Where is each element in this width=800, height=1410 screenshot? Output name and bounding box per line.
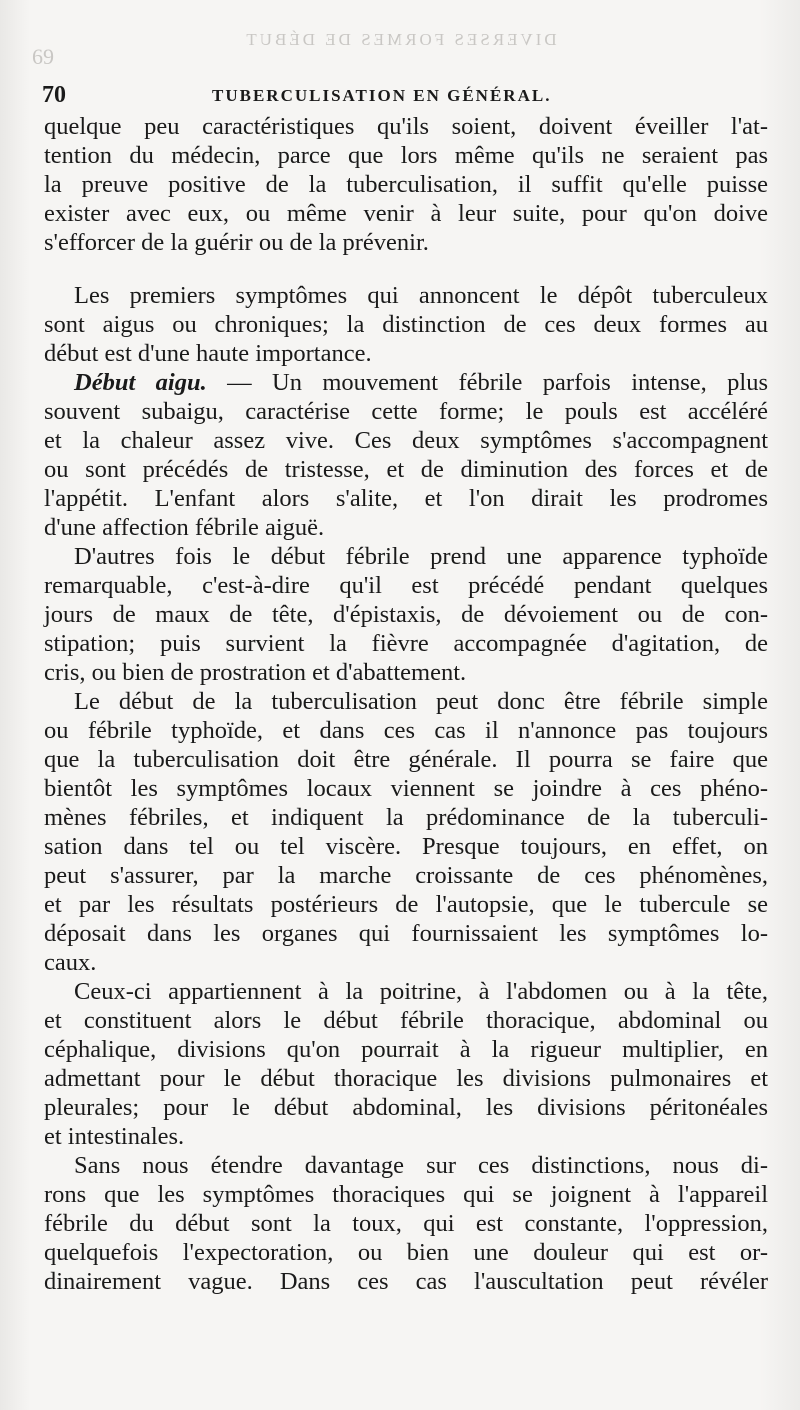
text-line: caux. (44, 949, 97, 976)
text-line: quelquefois l'expectoration, ou bien une douleur qui est or- (44, 1239, 768, 1266)
text-line: fébrile du début sont la toux, qui est constante, l'oppression, (44, 1210, 768, 1237)
text-line: la preuve positive de la tuberculisation, il suffit qu'elle puisse (44, 171, 768, 198)
paragraph-continued (44, 310, 768, 368)
page-number: 70 (42, 82, 66, 108)
text-line: cris, ou bien de prostration et d'abattement. (44, 659, 467, 686)
body-text (44, 112, 768, 1296)
paragraph (44, 542, 768, 571)
text-line: mènes fébriles, et indiquent la prédominance de la tuberculi- (44, 804, 768, 831)
section-lead: Début aigu. (74, 369, 207, 396)
paragraph (44, 687, 768, 716)
text-line: et intestinales. (44, 1123, 185, 1150)
text-line: sation dans tel ou tel viscère. Presque toujours, en effet, on (44, 833, 768, 860)
text-line: pleurales; pour le début abdominal, les divisions péritonéales (44, 1094, 768, 1121)
text-line: Ceux-ci appartiennent à la poitrine, à l'abdomen ou à la tête, (74, 978, 768, 1005)
text-line: Sans nous étendre davantage sur ces distinctions, nous di- (74, 1152, 768, 1179)
text-line: rons que les symptômes thoraciques qui se joignent à l'appareil (44, 1181, 768, 1208)
text-line: jours de maux de tête, d'épistaxis, de dévoiement ou de con- (44, 601, 768, 628)
text-line: exister avec eux, ou même venir à leur suite, pour qu'on doive (44, 200, 768, 227)
text-line: céphalique, divisions qu'on pourrait à la rigueur multiplier, en (44, 1036, 768, 1063)
text-line: bientôt les symptômes locaux viennent se joindre à ces phéno- (44, 775, 768, 802)
text-line: peut s'assurer, par la marche croissante de ces phénomènes, (44, 862, 768, 889)
text-line: s'efforcer de la guérir ou de la prévenir. (44, 229, 429, 256)
text-line: et la chaleur assez vive. Ces deux symptômes s'accompagnent (44, 427, 768, 454)
paragraph-continued (44, 716, 768, 977)
text-line: que la tuberculisation doit être générale. Il pourra se faire que (44, 746, 768, 773)
text-line: déposait dans les organes qui fournissaient les symptômes lo- (44, 920, 768, 947)
text-line: souvent subaigu, caractérise cette forme; le pouls est accéléré (44, 398, 768, 425)
paragraph (44, 1151, 768, 1180)
text-line: et par les résultats postérieurs de l'autopsie, que le tubercule se (44, 891, 768, 918)
text-line: ou sont précédés de tristesse, et de diminution des forces et de (44, 456, 768, 483)
paragraph (44, 112, 768, 257)
text-line: Les premiers symptômes qui annoncent le dépôt tuberculeux (74, 282, 768, 309)
text-line: D'autres fois le début fébrile prend une apparence typhoïde (74, 543, 768, 570)
text-line: tention du médecin, parce que lors même qu'ils ne seraient pas (44, 142, 768, 169)
text-line: d'une affection fébrile aiguë. (44, 514, 325, 541)
bleed-through-heading: DIVERSES FORMES DE DÉBUT (243, 30, 557, 49)
text-line: Début aigu. — Un mouvement fébrile parfois intense, plus (74, 369, 768, 396)
text-line: ou fébrile typhoïde, et dans ces cas il n'annonce pas toujours (44, 717, 768, 744)
text-line: Le début de la tuberculisation peut donc être fébrile simple (74, 688, 768, 715)
paragraph-continued (44, 1180, 768, 1296)
paragraph-continued (44, 397, 768, 542)
text-line: dinairement vague. Dans ces cas l'auscultation peut révéler (44, 1268, 768, 1295)
text-line: admettant pour le début thoracique les divisions pulmonaires et (44, 1065, 768, 1092)
paragraph-continued (44, 1006, 768, 1151)
text-line: stipation; puis survient la fièvre accompagnée d'agitation, de (44, 630, 768, 657)
text-line: l'appétit. L'enfant alors s'alite, et l'on dirait les prodromes (44, 485, 768, 512)
bleed-through-page-number: 69 (32, 44, 54, 69)
text-line: remarquable, c'est-à-dire qu'il est précédé pendant quelques (44, 572, 768, 599)
running-head: TUBERCULISATION EN GÉNÉRAL. (212, 86, 552, 105)
text-line: quelque peu caractéristiques qu'ils soient, doivent éveiller l'at- (44, 113, 768, 140)
paragraph-continued (44, 571, 768, 687)
text-line: sont aigus ou chroniques; la distinction de ces deux formes au (44, 311, 768, 338)
page-header (42, 82, 772, 116)
paragraph (44, 281, 768, 310)
paragraph (44, 368, 768, 397)
paragraph (44, 977, 768, 1006)
text-line: début est d'une haute importance. (44, 340, 372, 367)
text-line: et constituent alors le début fébrile thoracique, abdominal ou (44, 1007, 768, 1034)
